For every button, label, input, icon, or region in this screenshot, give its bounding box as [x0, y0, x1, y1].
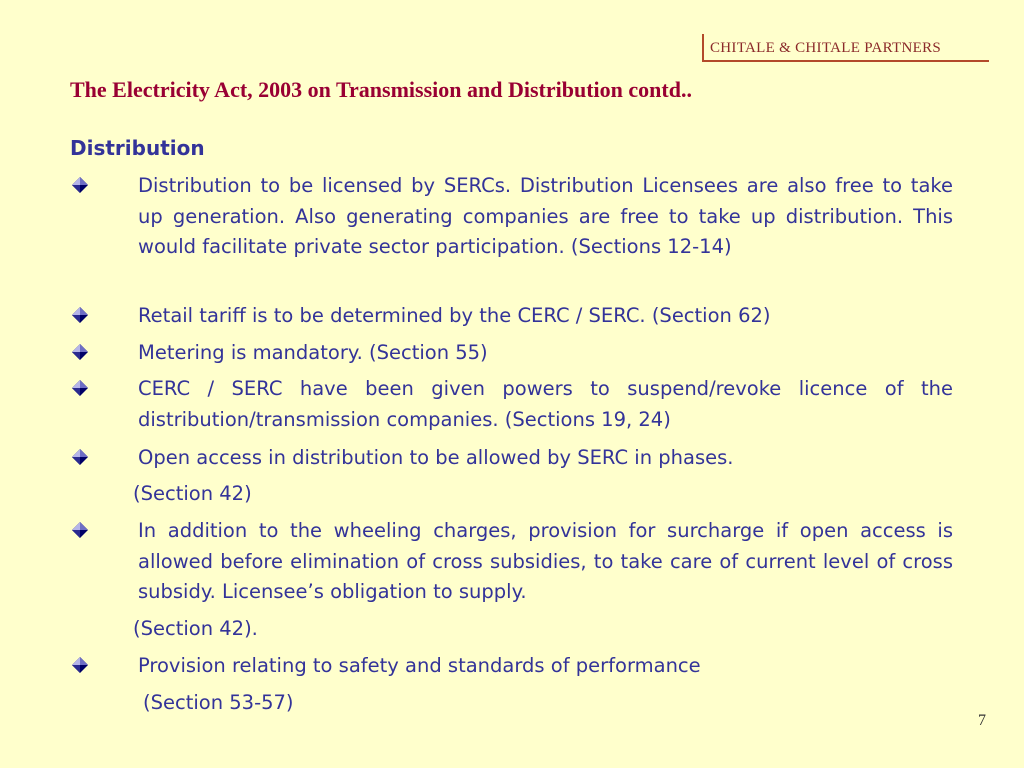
firm-name-tag: CHITALE & CHITALE PARTNERS [702, 34, 989, 62]
section-reference: (Section 53-57) [143, 691, 294, 714]
section-heading: Distribution [70, 136, 205, 160]
bullet-text: Retail tariff is to be determined by the CERC / SERC. (Section 62) [138, 304, 771, 327]
page-number: 7 [978, 712, 986, 729]
diamond-bullet-icon [72, 380, 88, 396]
bullet-text: Metering is mandatory. (Section 55) [138, 341, 488, 364]
section-reference: (Section 42). [133, 617, 258, 640]
section-reference: (Section 42) [133, 482, 252, 505]
bullet-text: In addition to the wheeling charges, provision for surcharge if open access is allowed before elimination of cross subsidies, to take care of current level of cross subsidy. Licensee’s obligation to supply. [138, 519, 953, 603]
diamond-bullet-icon [72, 522, 88, 538]
diamond-bullet-icon [72, 307, 88, 323]
diamond-bullet-icon [72, 657, 88, 673]
bullet-text: Distribution to be licensed by SERCs. Distribution Licensees are also free to take up generation. Also generating companies are free to take up distribution. This would facilitate private sector participation. (Sections 12-14) [138, 174, 953, 258]
bullet-text: CERC / SERC have been given powers to suspend/revoke licence of the distribution/transmission companies. (Sections 19, 24) [138, 377, 953, 431]
diamond-bullet-icon [72, 449, 88, 465]
diamond-bullet-icon [72, 177, 88, 193]
slide-title: The Electricity Act, 2003 on Transmission and Distribution contd.. [70, 77, 692, 102]
bullet-text: Open access in distribution to be allowed by SERC in phases. [138, 446, 734, 469]
bullet-text: Provision relating to safety and standards of performance [138, 654, 701, 677]
diamond-bullet-icon [72, 344, 88, 360]
